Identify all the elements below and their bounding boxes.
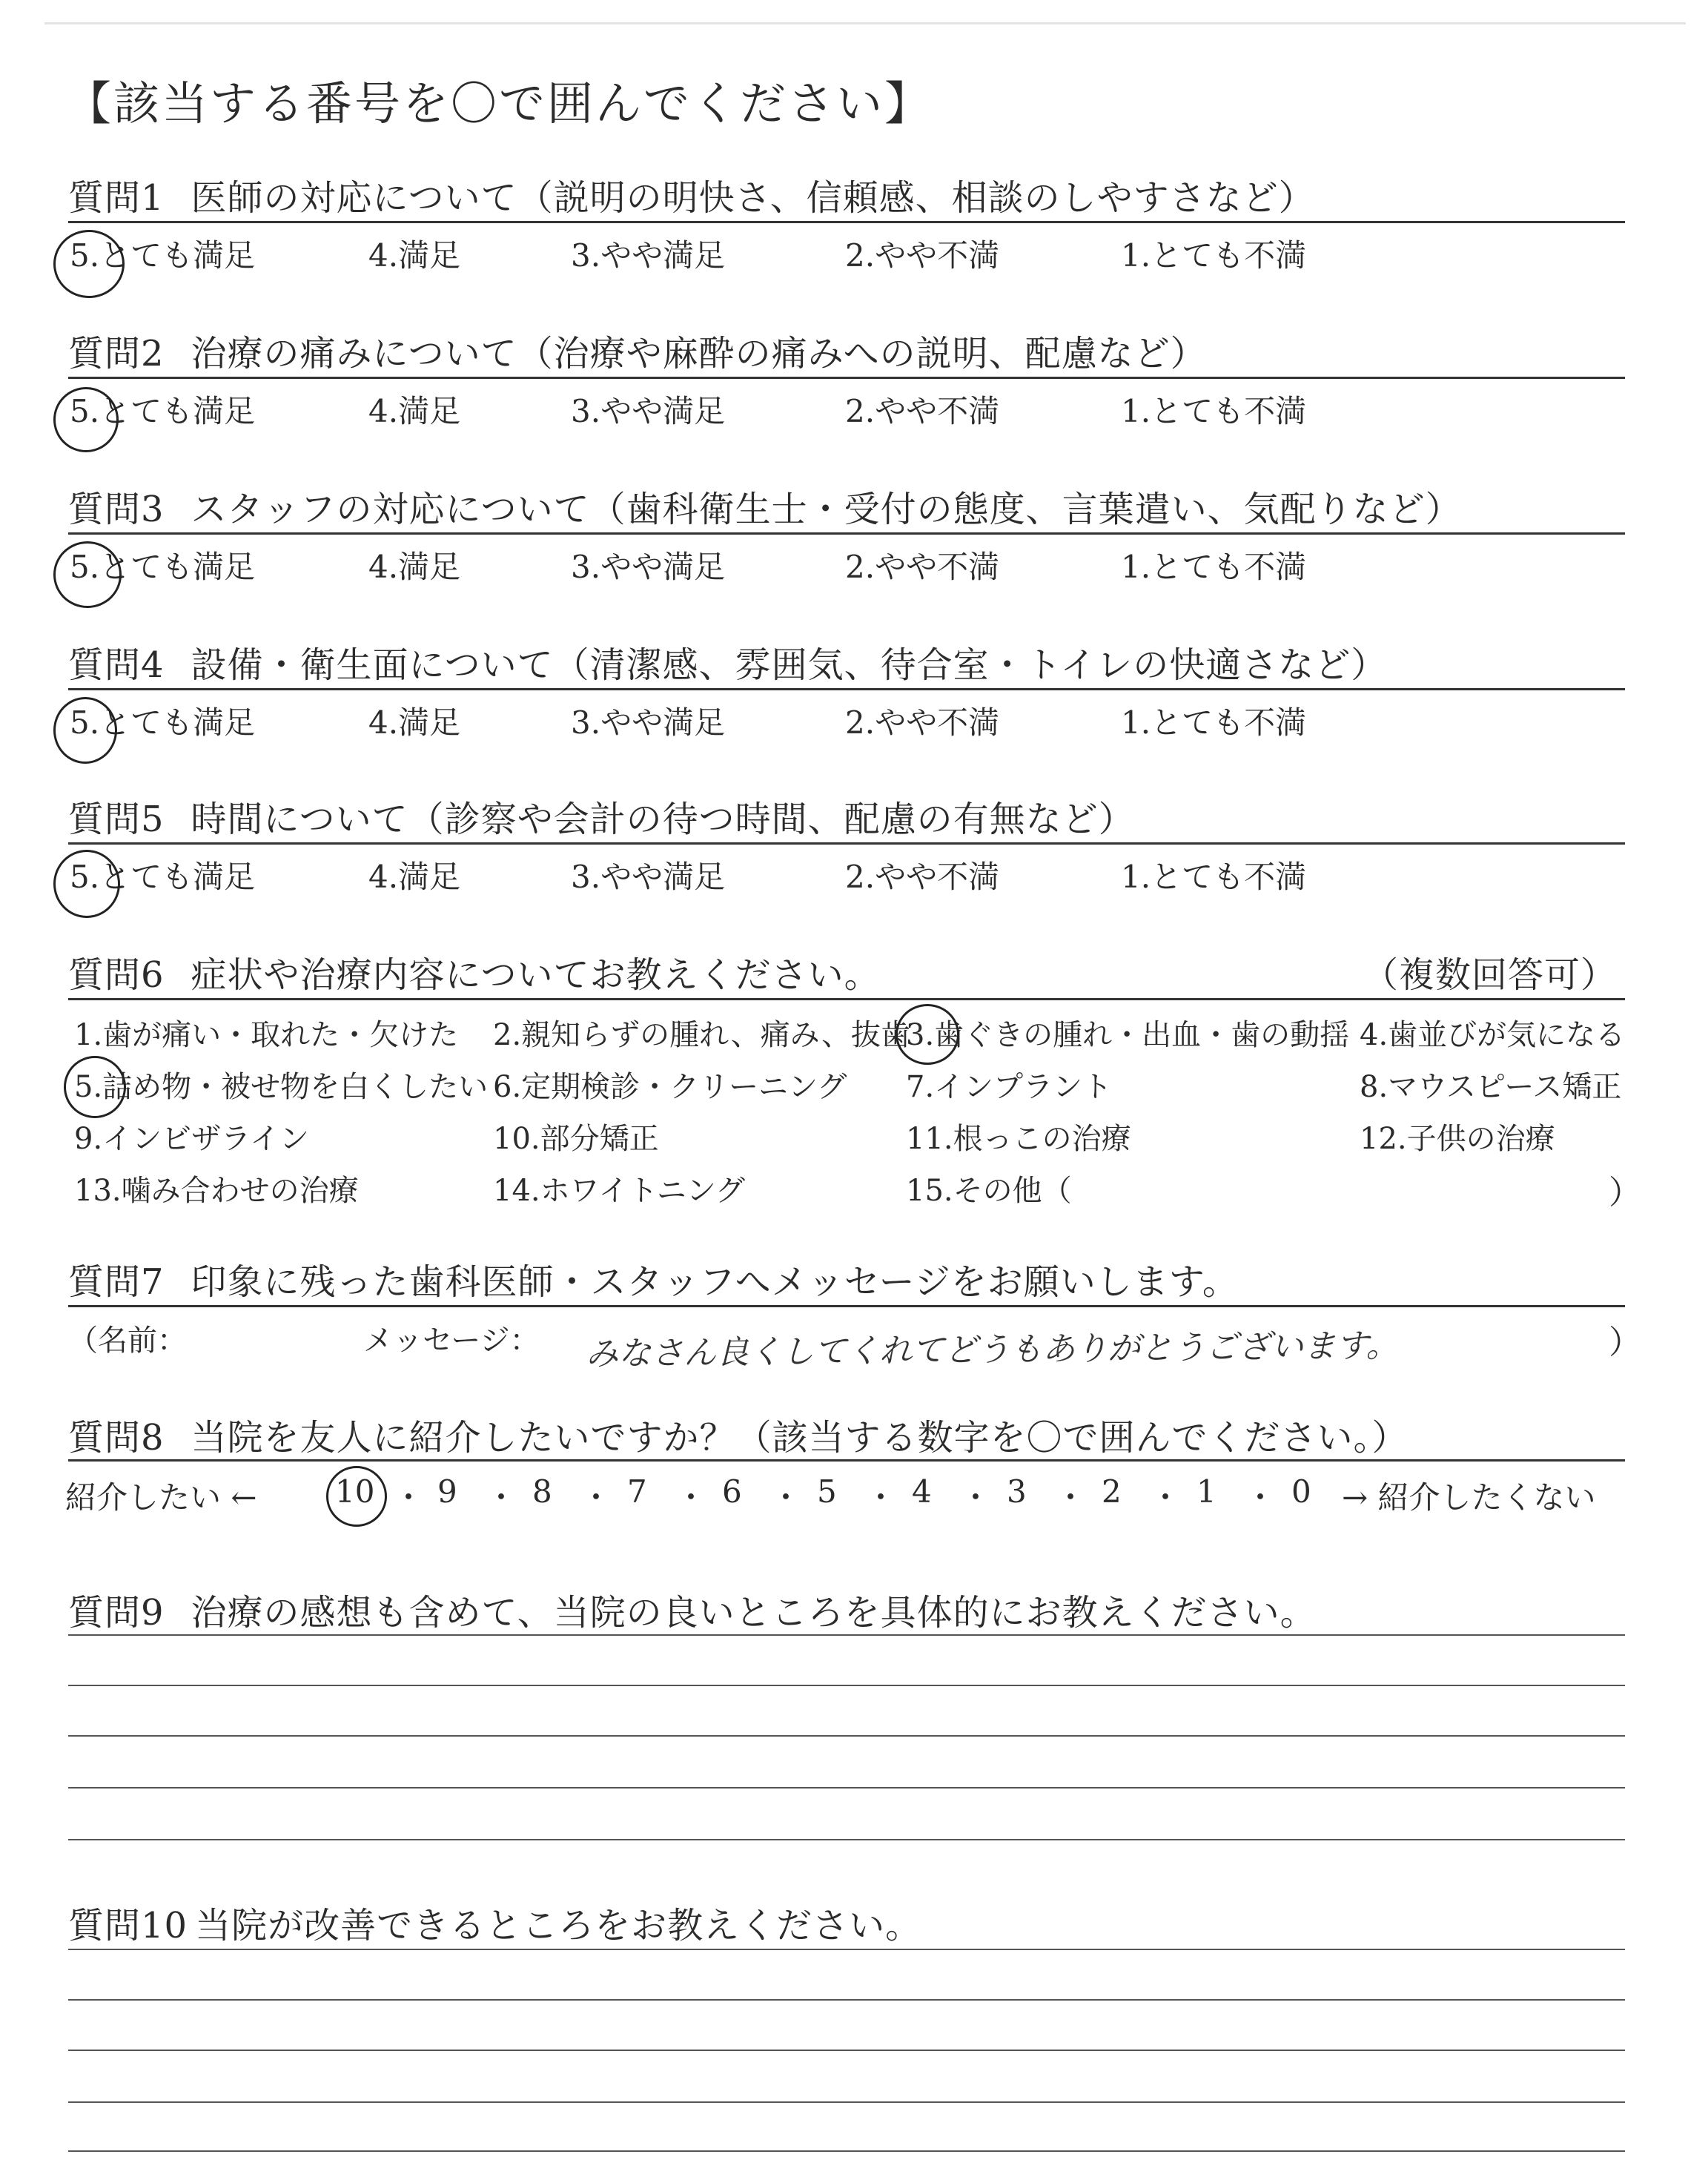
q6-rule [68,998,1625,1000]
q3-rule [68,532,1625,535]
q1-option-5[interactable]: 5.とても満足 [70,237,255,274]
q2-title [68,325,1207,376]
q5-text: 時間について（診察や会計の待つ時間、配慮の有無など） [191,799,1135,840]
scale-separator-dot: ・ [675,1479,707,1516]
q9-answer-line[interactable] [68,1787,1625,1789]
q1-option-1[interactable]: 1.とても不満 [1121,237,1307,274]
q6-item-9[interactable]: 9.インビザライン [74,1122,309,1156]
q9-answer-line[interactable] [68,1634,1625,1636]
q6-item-10[interactable]: 10.部分矯正 [493,1122,659,1156]
q10-answer-line[interactable] [68,1999,1625,2001]
q1-text: 医師の対応について（説明の明快さ、信頼感、相談のしやすさなど） [191,177,1315,219]
q9-answer-line[interactable] [68,1685,1625,1686]
q8-title [68,1409,1409,1460]
q4-option-3[interactable]: 3.やや満足 [571,704,726,741]
q9-answer-line[interactable] [68,1839,1625,1840]
q4-option-5[interactable]: 5.とても満足 [70,704,255,741]
q6-multiple-note: （複数回答可） [1363,954,1618,996]
q8-scale-5[interactable]: 5 [817,1473,837,1510]
q10-text: 当院が改善できるところをお教えください。 [195,1905,922,1946]
q7-close-paren: ） [1609,1324,1641,1361]
q6-item-1[interactable]: 1.歯が痛い・取れた・欠けた [74,1018,459,1052]
q2-text: 治療の痛みについて（治療や麻酔の痛みへの説明、配慮など） [191,333,1207,374]
q10-answer-line[interactable] [68,2101,1625,2103]
q8-right-label: → 紹介したくない [1342,1479,1596,1516]
scale-separator-dot: ・ [580,1479,612,1516]
scale-separator-dot: ・ [486,1479,517,1516]
q2-option-5[interactable]: 5.とても満足 [70,393,255,429]
q8-scale-4[interactable]: 4 [912,1473,932,1510]
q7-number: 質問7 [68,1261,165,1303]
q8-number: 質問8 [68,1417,165,1459]
q10-answer-line[interactable] [68,2150,1625,2152]
q8-scale-2[interactable]: 2 [1102,1473,1122,1510]
q6-item-5[interactable]: 5.詰め物・被せ物を白くしたい [74,1063,488,1106]
q5-option-2[interactable]: 2.やや不満 [845,859,1000,895]
scale-separator-dot: ・ [960,1479,992,1516]
q4-option-1[interactable]: 1.とても不満 [1121,704,1307,741]
q2-option-2[interactable]: 2.やや不満 [845,393,1000,429]
q10-title [68,1897,921,1948]
q5-number: 質問5 [68,799,165,840]
q7-name-label: （名前： [68,1324,187,1358]
q4-options [0,698,1708,743]
q3-option-3[interactable]: 3.やや満足 [571,549,726,585]
q10-answer-line[interactable] [68,2050,1625,2051]
q2-option-1[interactable]: 1.とても不満 [1121,393,1307,429]
q6-item-14[interactable]: 14.ホワイトニング [493,1174,746,1208]
q6-item-4[interactable]: 4.歯並びが気になる [1360,1018,1626,1052]
q2-number: 質問2 [68,333,165,374]
scale-separator-dot: ・ [393,1479,425,1516]
q2-option-3[interactable]: 3.やや満足 [571,393,726,429]
q7-handwritten-message[interactable]: みなさん良くしてくれてどうもありがとうございます。 [585,1327,1399,1373]
q5-option-3[interactable]: 3.やや満足 [571,859,726,895]
q6-item-11[interactable]: 11.根っこの治療 [906,1122,1131,1156]
q9-number: 質問9 [68,1592,165,1634]
q8-scale-9[interactable]: 9 [437,1473,457,1510]
q6-other-close-paren: ） [1609,1174,1641,1212]
scale-separator-dot: ・ [1055,1479,1087,1516]
q6-text: 症状や治療内容についてお教えください。 [191,954,881,996]
q1-option-3[interactable]: 3.やや満足 [571,237,726,274]
q1-title [68,169,1315,220]
q4-number: 質問4 [68,644,165,686]
q10-number: 質問10 [68,1905,188,1946]
q6-item-8[interactable]: 8.マウスピース矯正 [1360,1070,1622,1104]
q6-item-3[interactable]: 3.歯ぐきの腫れ・出血・歯の動揺 [906,1011,1349,1054]
q2-rule [68,377,1625,379]
q1-rule [68,221,1625,223]
q10-answer-line[interactable] [68,1949,1625,1950]
q1-option-2[interactable]: 2.やや不満 [845,237,1000,274]
q3-option-1[interactable]: 1.とても不満 [1121,549,1307,585]
q6-title [68,946,881,997]
q4-option-2[interactable]: 2.やや不満 [845,704,1000,741]
top-scan-edge [44,22,1686,24]
q4-rule [68,688,1625,690]
q1-option-4[interactable]: 4.満足 [368,237,461,274]
q1-options [0,231,1708,276]
q6-item-6[interactable]: 6.定期検診・クリーニング [493,1070,847,1104]
q7-message-label: メッセージ： [363,1324,540,1358]
q5-rule [68,842,1625,845]
q6-number: 質問6 [68,954,165,996]
scale-separator-dot: ・ [1245,1479,1277,1516]
q5-title [68,790,1135,842]
q3-option-5[interactable]: 5.とても満足 [70,549,255,585]
q6-item-15[interactable]: 15.その他（ [906,1174,1072,1208]
q5-options [0,853,1708,897]
q6-item-2[interactable]: 2.親知らずの腫れ、痛み、抜歯 [493,1018,910,1052]
q9-answer-line[interactable] [68,1735,1625,1737]
q5-option-1[interactable]: 1.とても不満 [1121,859,1307,895]
q8-left-label: 紹介したい ← [65,1479,257,1516]
q3-option-2[interactable]: 2.やや不満 [845,549,1000,585]
scale-separator-dot: ・ [865,1479,897,1516]
q3-title [68,480,1462,532]
q8-scale-6[interactable]: 6 [722,1473,742,1510]
page-header: 【該当する番号を〇で囲んでください】 [65,76,933,131]
q6-item-13[interactable]: 13.噛み合わせの治療 [74,1174,359,1208]
q8-scale-3[interactable]: 3 [1007,1473,1027,1510]
scale-separator-dot: ・ [770,1479,802,1516]
q6-item-7[interactable]: 7.インプラント [906,1070,1113,1104]
q3-option-4[interactable]: 4.満足 [368,549,461,585]
q5-option-4[interactable]: 4.満足 [368,859,461,895]
q4-option-4[interactable]: 4.満足 [368,704,461,741]
q8-scale-1[interactable]: 1 [1196,1473,1217,1510]
q2-option-4[interactable]: 4.満足 [368,393,461,429]
q1-number: 質問1 [68,177,165,219]
q4-title [68,636,1387,687]
q5-option-5[interactable]: 5.とても満足 [70,859,255,895]
q8-text: 当院を友人に紹介したいですか？（該当する数字を〇で囲んでください。） [191,1417,1409,1459]
q8-rule [68,1459,1625,1462]
q3-number: 質問3 [68,489,165,530]
q3-options [0,543,1708,587]
q7-title [68,1253,1239,1304]
q8-scale-0[interactable]: 0 [1291,1473,1311,1510]
q2-options [0,387,1708,432]
q8-scale-7[interactable]: 7 [627,1473,647,1510]
q3-text: スタッフの対応について（歯科衛生士・受付の態度、言葉遣い、気配りなど） [191,489,1462,530]
q4-text: 設備・衛生面について（清潔感、雰囲気、待合室・トイレの快適さなど） [191,644,1388,686]
q9-text: 治療の感想も含めて、当院の良いところを具体的にお教えください。 [191,1592,1317,1634]
q6-item-12[interactable]: 12.子供の治療 [1360,1122,1555,1156]
q7-rule [68,1305,1625,1307]
q9-title [68,1584,1317,1635]
q8-scale-8[interactable]: 8 [532,1473,552,1510]
q7-text: 印象に残った歯科医師・スタッフへメッセージをお願いします。 [191,1261,1239,1303]
scale-separator-dot: ・ [1150,1479,1182,1516]
